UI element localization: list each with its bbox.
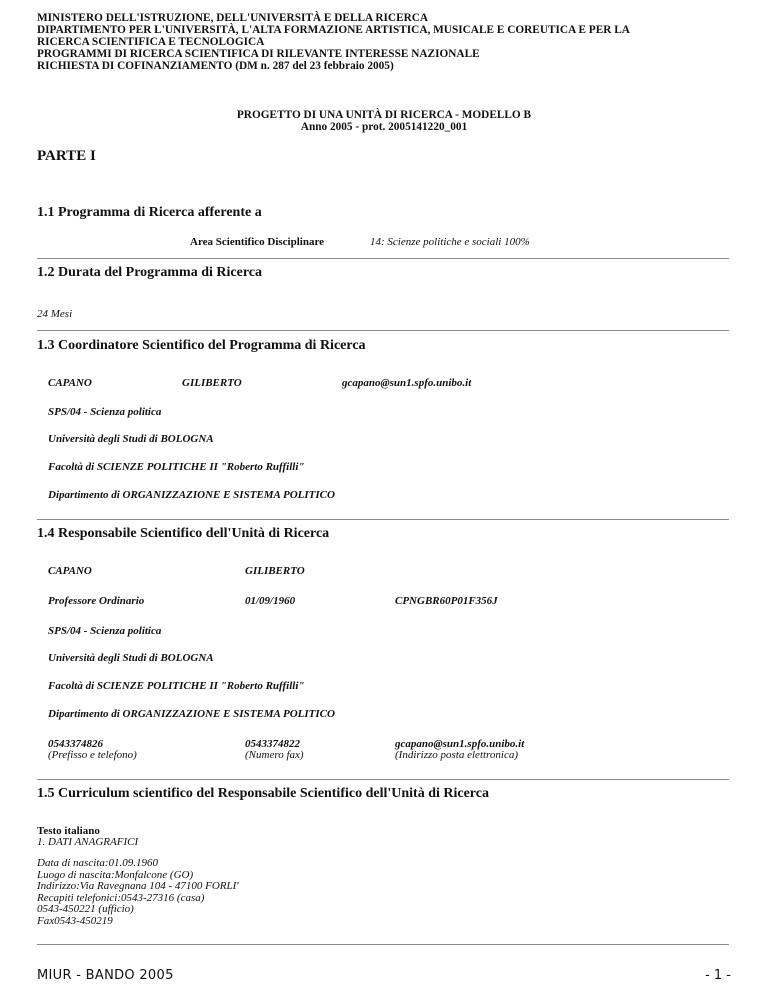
area-value: 14: Scienze politiche e sociali 100% [370, 236, 530, 248]
coordinator-ssd: SPS/04 - Scienza politica [48, 406, 162, 418]
header-line: DIPARTIMENTO PER L'UNIVERSITÀ, L'ALTA FORMAZIONE ARTISTICA, MUSICALE E COREUTICA E PER LA [37, 24, 630, 36]
section-1-2-title: 1.2 Durata del Programma di Ricerca [37, 265, 262, 280]
section-1-5-title: 1.5 Curriculum scientifico del Responsabile Scientifico dell'Unità di Ricerca [37, 786, 489, 801]
coordinator-email: gcapano@sun1.spfo.unibo.it [342, 377, 472, 389]
footer-title: MIUR - BANDO 2005 [37, 968, 174, 983]
header-line: PROGRAMMI DI RICERCA SCIENTIFICA DI RILEVANTE INTERESSE NAZIONALE [37, 48, 480, 60]
responsible-role: Professore Ordinario [48, 595, 145, 607]
responsible-department: Dipartimento di ORGANIZZAZIONE E SISTEMA POLITICO [48, 708, 335, 720]
header-line: MINISTERO DELL'ISTRUZIONE, DELL'UNIVERSITÀ E DELLA RICERCA [37, 12, 429, 24]
responsible-ssd: SPS/04 - Scienza politica [48, 625, 162, 637]
coordinator-surname: CAPANO [48, 377, 92, 389]
section-divider [37, 330, 729, 331]
area-label: Area Scientifico Disciplinare [190, 236, 325, 248]
responsible-birthdate: 01/09/1960 [245, 595, 296, 607]
phone-caption: (Prefisso e telefono) [48, 749, 137, 761]
section-1-4-title: 1.4 Responsabile Scientifico dell'Unità di Ricerca [37, 526, 330, 541]
cv-line: Luogo di nascita:Monfalcone (GO) [37, 868, 194, 881]
fax-caption: (Numero fax) [245, 749, 304, 761]
email-caption: (Indirizzo posta elettronica) [395, 749, 519, 761]
coordinator-faculty: Facoltà di SCIENZE POLITICHE II "Roberto Ruffilli" [48, 461, 305, 473]
section-divider [37, 519, 729, 520]
text-language-label: Testo italiano [37, 825, 100, 837]
section-divider [37, 258, 729, 259]
cv-line: Recapiti telefonici:0543-27316 (casa) [37, 891, 205, 904]
project-title: PROGETTO DI UNA UNITÀ DI RICERCA - MODELLO B [236, 109, 532, 121]
cv-line: Fax0543-450219 [37, 914, 113, 927]
ministry-header [37, 12, 737, 72]
cv-personal-data [37, 858, 239, 927]
responsible-surname: CAPANO [48, 565, 92, 577]
duration-value: 24 Mesi [37, 308, 73, 320]
responsible-phone: 0543374826 [48, 738, 103, 750]
cv-heading: 1. DATI ANAGRAFICI [37, 836, 139, 848]
page-number: - 1 - [705, 968, 731, 983]
footer-divider [37, 944, 729, 945]
cv-line: Data di nascita:01.09.1960 [37, 857, 158, 869]
responsible-fax: 0543374822 [245, 738, 300, 750]
responsible-faculty: Facoltà di SCIENZE POLITICHE II "Roberto Ruffilli" [48, 680, 305, 692]
part-heading: PARTE I [37, 148, 96, 164]
responsible-university: Università degli Studi di BOLOGNA [48, 652, 214, 664]
header-line: RICERCA SCIENTIFICA E TECNOLOGICA [37, 36, 265, 48]
header-line: RICHIESTA DI COFINANZIAMENTO (DM n. 287 del 23 febbraio 2005) [37, 60, 394, 72]
responsible-fiscal-code: CPNGBR60P01F356J [395, 595, 498, 607]
coordinator-department: Dipartimento di ORGANIZZAZIONE E SISTEMA POLITICO [48, 489, 335, 501]
coordinator-university: Università degli Studi di BOLOGNA [48, 433, 214, 445]
coordinator-name: GILIBERTO [182, 377, 242, 389]
section-1-3-title: 1.3 Coordinatore Scientifico del Programma di Ricerca [37, 338, 366, 353]
section-1-1-title: 1.1 Programma di Ricerca afferente a [37, 205, 262, 220]
cv-line: Indirizzo:Via Ravegnana 104 - 47100 FORLI' [37, 880, 239, 892]
cv-line: 0543-450221 (ufficio) [37, 903, 134, 915]
section-divider [37, 779, 729, 780]
responsible-name: GILIBERTO [245, 565, 305, 577]
responsible-email: gcapano@sun1.spfo.unibo.it [395, 738, 525, 750]
project-subtitle: Anno 2005 - prot. 2005141220_001 [300, 121, 468, 133]
